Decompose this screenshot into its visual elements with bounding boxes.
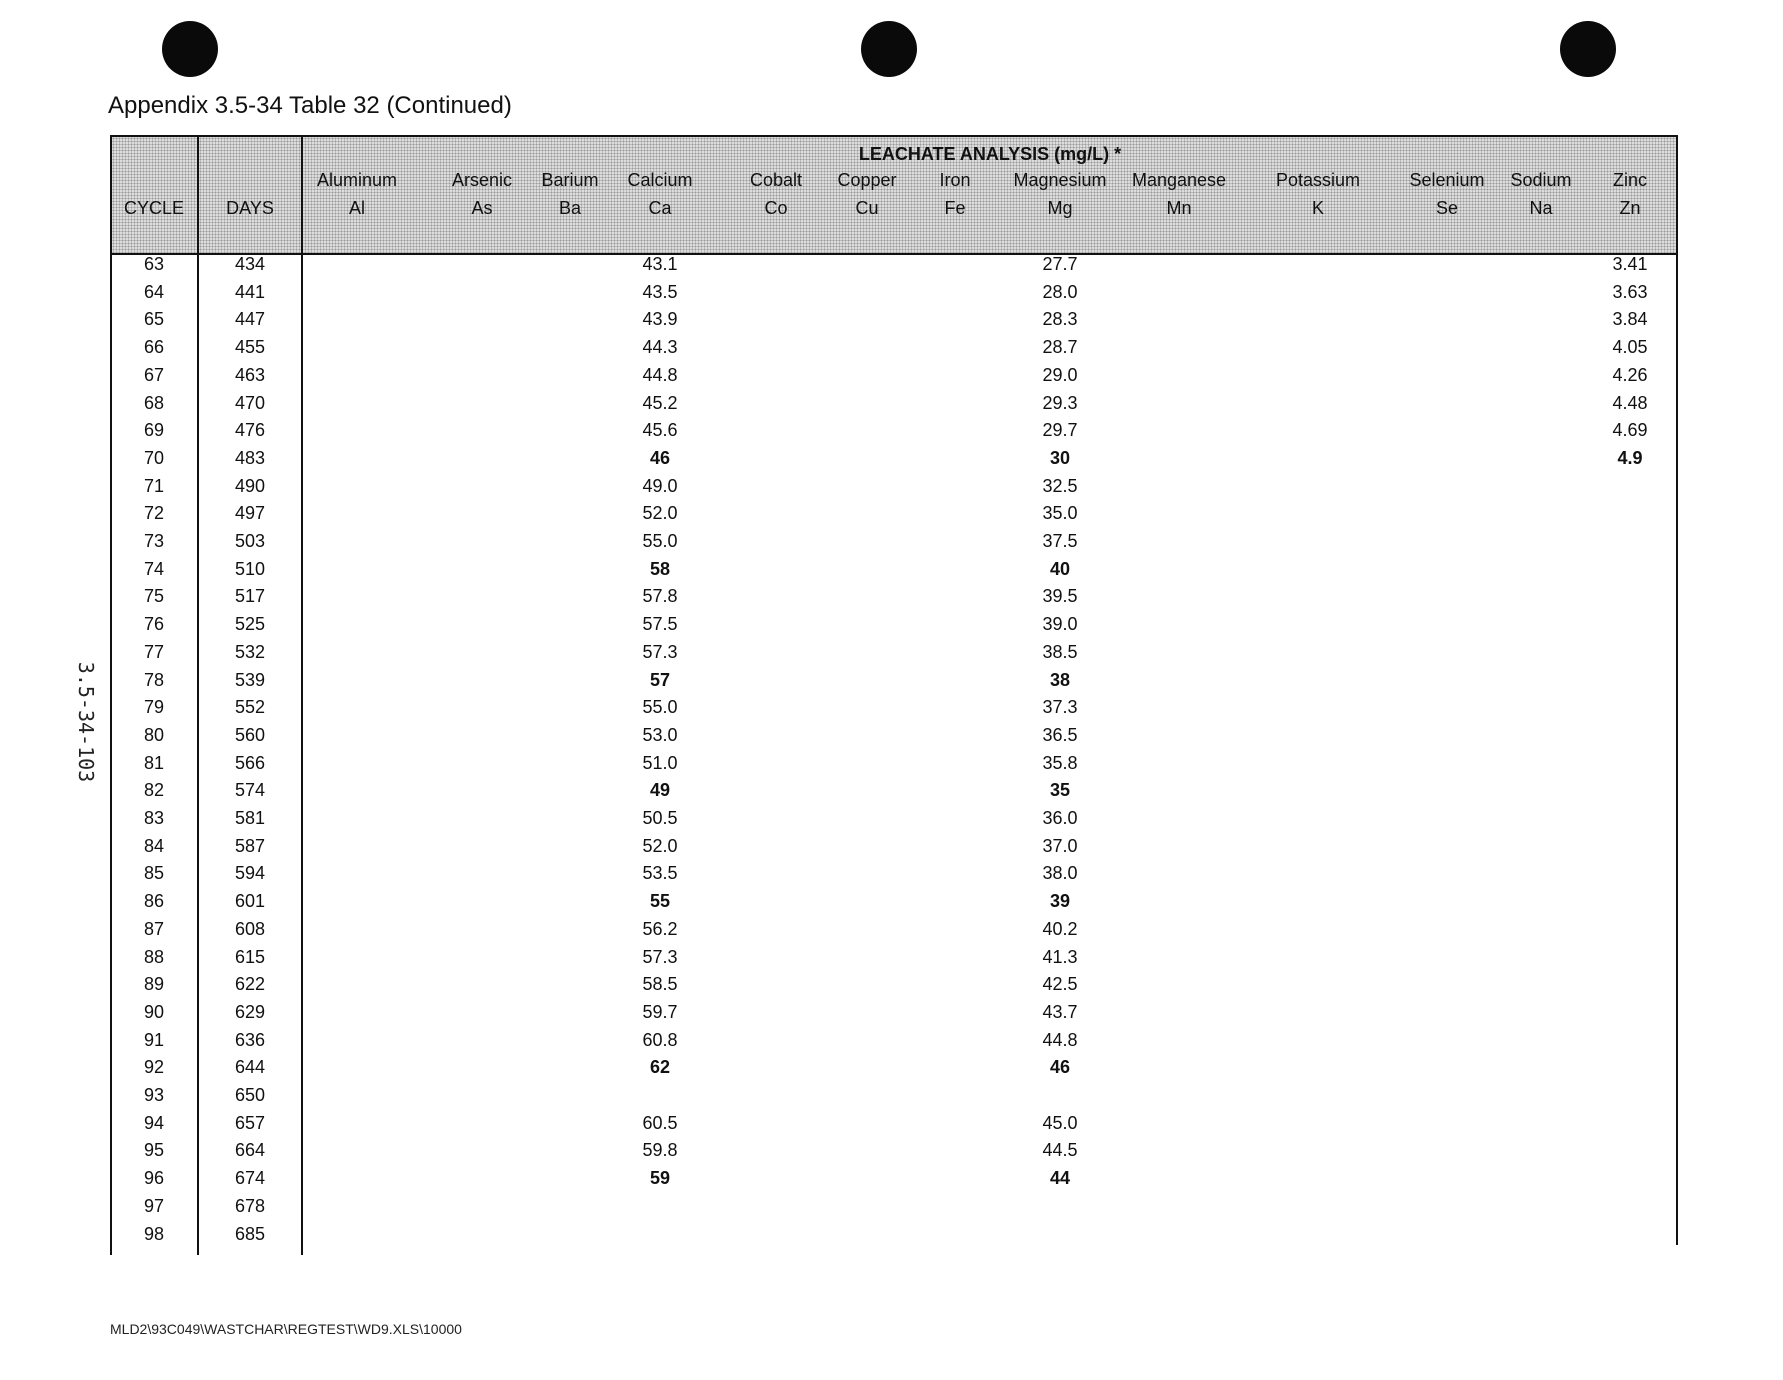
magnesium-cell: 38.0	[1042, 863, 1078, 884]
days-cell: 644	[234, 1057, 266, 1078]
days-cell: 664	[234, 1140, 266, 1161]
calcium-cell: 45.2	[642, 392, 678, 413]
analyte-name-header: Zinc	[1612, 170, 1648, 190]
analyte-name-header: Potassium	[1275, 170, 1361, 190]
cycle-cell: 69	[143, 420, 165, 441]
cycle-cell: 94	[143, 1112, 165, 1133]
magnesium-cell: 36.0	[1042, 808, 1078, 828]
analyte-symbol-header: As	[471, 198, 493, 218]
calcium-cell: 44.3	[642, 337, 678, 358]
cycle-cell: 72	[143, 503, 165, 524]
punch-hole	[162, 21, 218, 77]
column-divider	[197, 135, 199, 1255]
calcium-cell: 43.5	[642, 281, 678, 302]
days-cell: 601	[234, 891, 266, 912]
days-cell: 497	[234, 503, 266, 524]
magnesium-cell: 41.3	[1042, 946, 1078, 967]
cycle-cell: 78	[143, 669, 165, 690]
cycle-cell: 70	[143, 447, 165, 468]
magnesium-cell: 32.5	[1042, 475, 1078, 496]
days-cell: 490	[234, 475, 266, 496]
cycle-cell: 98	[143, 1223, 165, 1244]
cycle-cell: 89	[143, 974, 165, 995]
cycle-cell: 85	[143, 863, 165, 884]
analyte-name-header: Aluminum	[316, 170, 398, 190]
magnesium-cell: 44.5	[1042, 1140, 1078, 1161]
cycle-cell: 75	[143, 586, 165, 607]
table-border-left	[110, 135, 112, 1255]
magnesium-cell: 39	[1049, 891, 1071, 912]
analyte-name-header: Barium	[541, 170, 599, 190]
cycle-cell: 71	[143, 475, 165, 496]
days-cell: 636	[234, 1029, 266, 1050]
days-cell: 622	[234, 974, 266, 995]
days-cell: 455	[234, 337, 266, 358]
analyte-symbol-header: Al	[348, 198, 366, 218]
cycle-cell: 65	[143, 309, 165, 330]
analyte-name-header: Manganese	[1131, 170, 1227, 190]
calcium-cell: 58	[649, 558, 671, 579]
magnesium-cell: 39.5	[1042, 586, 1078, 607]
analyte-name-header: Copper	[837, 170, 897, 190]
magnesium-cell: 42.5	[1042, 974, 1078, 995]
zinc-cell: 3.63	[1612, 281, 1648, 302]
analyte-name-header: Selenium	[1409, 170, 1485, 190]
leachate-analysis-heading: LEACHATE ANALYSIS (mg/L) *	[858, 144, 1122, 164]
days-cell: 587	[234, 835, 266, 856]
analyte-symbol-header: Na	[1529, 198, 1553, 218]
calcium-cell: 50.5	[642, 808, 678, 828]
cycle-cell: 80	[143, 724, 165, 745]
cycle-cell: 77	[143, 641, 165, 662]
cycle-cell: 64	[143, 281, 165, 302]
cycle-cell: 92	[143, 1057, 165, 1078]
analyte-name-header: Iron	[939, 170, 971, 190]
analyte-symbol-header: Mn	[1166, 198, 1192, 218]
cycle-cell: 90	[143, 1001, 165, 1022]
days-cell: 608	[234, 918, 266, 939]
calcium-cell: 49.0	[642, 475, 678, 496]
magnesium-cell: 37.3	[1042, 697, 1078, 718]
days-cell: 552	[234, 697, 266, 718]
magnesium-cell: 45.0	[1042, 1112, 1078, 1133]
calcium-cell: 59	[649, 1168, 671, 1189]
analyte-symbol-header: Cu	[855, 198, 879, 218]
days-cell: 483	[234, 447, 266, 468]
calcium-cell: 55.0	[642, 697, 678, 718]
cycle-cell: 97	[143, 1195, 165, 1216]
days-cell: 517	[234, 586, 266, 607]
cycle-cell: 95	[143, 1140, 165, 1161]
cycle-cell: 82	[143, 780, 165, 801]
days-cell: 539	[234, 669, 266, 690]
calcium-cell: 51.0	[642, 752, 678, 773]
days-cell: 560	[234, 724, 266, 745]
analyte-name-header: Magnesium	[1013, 170, 1107, 190]
zinc-cell: 3.84	[1612, 309, 1648, 330]
table-border-right	[1676, 135, 1678, 1245]
cycle-cell: 83	[143, 808, 165, 828]
calcium-cell: 55.0	[642, 531, 678, 551]
punch-hole	[861, 21, 917, 77]
days-cell: 685	[234, 1223, 266, 1244]
calcium-cell: 59.7	[642, 1001, 678, 1022]
days-cell: 476	[234, 420, 266, 441]
analyte-symbol-header: Se	[1435, 198, 1459, 218]
analyte-symbol-header: Co	[764, 198, 788, 218]
cycle-cell: 86	[143, 891, 165, 912]
cycle-cell: 63	[143, 254, 165, 274]
calcium-cell: 59.8	[642, 1140, 678, 1161]
analyte-name-header: Arsenic	[451, 170, 513, 190]
magnesium-cell: 40.2	[1042, 918, 1078, 939]
days-cell: 629	[234, 1001, 266, 1022]
calcium-cell: 44.8	[642, 364, 678, 385]
analyte-name-header: Sodium	[1510, 170, 1572, 190]
days-cell: 510	[234, 558, 266, 579]
cycle-cell: 81	[143, 752, 165, 773]
cycle-cell: 88	[143, 946, 165, 967]
analyte-symbol-header: K	[1311, 198, 1325, 218]
cycle-cell: 84	[143, 835, 165, 856]
magnesium-cell: 40	[1049, 558, 1071, 579]
zinc-cell: 4.26	[1612, 364, 1648, 385]
calcium-cell: 57	[649, 669, 671, 690]
calcium-cell: 60.8	[642, 1029, 678, 1050]
analyte-symbol-header: Fe	[944, 198, 966, 218]
days-cell: 463	[234, 364, 266, 385]
calcium-cell: 55	[649, 891, 671, 912]
days-cell: 650	[234, 1085, 266, 1105]
analyte-symbol-header: Mg	[1047, 198, 1073, 218]
side-page-label: 3.5-34-103	[74, 661, 98, 783]
calcium-cell: 43.1	[642, 254, 678, 274]
cycle-cell: 73	[143, 531, 165, 551]
cycle-cell: 68	[143, 392, 165, 413]
calcium-cell: 57.8	[642, 586, 678, 607]
cycle-column-header: CYCLE	[123, 198, 185, 218]
magnesium-cell: 28.7	[1042, 337, 1078, 358]
magnesium-cell: 27.7	[1042, 254, 1078, 274]
file-path-footer: MLD2\93C049\WASTCHAR\REGTEST\WD9.XLS\10000	[110, 1321, 462, 1337]
days-cell: 525	[234, 614, 266, 635]
magnesium-cell: 30	[1049, 447, 1071, 468]
zinc-cell: 4.9	[1617, 447, 1643, 468]
calcium-cell: 57.3	[642, 641, 678, 662]
days-cell: 532	[234, 641, 266, 662]
magnesium-cell: 36.5	[1042, 724, 1078, 745]
days-column-header: DAYS	[226, 198, 274, 218]
magnesium-cell: 38	[1049, 669, 1071, 690]
magnesium-cell: 38.5	[1042, 641, 1078, 662]
days-cell: 678	[234, 1195, 266, 1216]
days-cell: 674	[234, 1168, 266, 1189]
calcium-cell: 57.5	[642, 614, 678, 635]
magnesium-cell: 28.0	[1042, 281, 1078, 302]
calcium-cell: 52.0	[642, 835, 678, 856]
magnesium-cell: 29.3	[1042, 392, 1078, 413]
cycle-cell: 96	[143, 1168, 165, 1189]
magnesium-cell: 35	[1049, 780, 1071, 801]
cycle-cell: 66	[143, 337, 165, 358]
analyte-name-header: Calcium	[627, 170, 693, 190]
calcium-cell: 43.9	[642, 309, 678, 330]
cycle-cell: 91	[143, 1029, 165, 1050]
magnesium-cell: 44.8	[1042, 1029, 1078, 1050]
magnesium-cell: 46	[1049, 1057, 1071, 1078]
calcium-cell: 62	[649, 1057, 671, 1078]
zinc-cell: 3.41	[1612, 254, 1648, 274]
magnesium-cell: 35.0	[1042, 503, 1078, 524]
cycle-cell: 93	[143, 1085, 165, 1105]
calcium-cell: 60.5	[642, 1112, 678, 1133]
days-cell: 447	[234, 309, 266, 330]
calcium-cell: 46	[649, 447, 671, 468]
page-title: Appendix 3.5-34 Table 32 (Continued)	[108, 92, 512, 119]
magnesium-cell: 29.0	[1042, 364, 1078, 385]
calcium-cell: 58.5	[642, 974, 678, 995]
cycle-cell: 79	[143, 697, 165, 718]
days-cell: 470	[234, 392, 266, 413]
analyte-symbol-header: Ba	[558, 198, 582, 218]
calcium-cell: 49	[649, 780, 671, 801]
cycle-cell: 76	[143, 614, 165, 635]
calcium-cell: 56.2	[642, 918, 678, 939]
calcium-cell: 53.0	[642, 724, 678, 745]
days-cell: 615	[234, 946, 266, 967]
days-cell: 434	[234, 254, 266, 274]
analyte-symbol-header: Zn	[1619, 198, 1641, 218]
cycle-cell: 87	[143, 918, 165, 939]
days-cell: 574	[234, 780, 266, 801]
magnesium-cell: 29.7	[1042, 420, 1078, 441]
days-cell: 594	[234, 863, 266, 884]
calcium-cell: 57.3	[642, 946, 678, 967]
analyte-symbol-header: Ca	[648, 198, 672, 218]
magnesium-cell: 43.7	[1042, 1001, 1078, 1022]
punch-hole	[1560, 21, 1616, 77]
days-cell: 566	[234, 752, 266, 773]
calcium-cell: 53.5	[642, 863, 678, 884]
magnesium-cell: 37.0	[1042, 835, 1078, 856]
magnesium-cell: 39.0	[1042, 614, 1078, 635]
zinc-cell: 4.48	[1612, 392, 1648, 413]
magnesium-cell: 37.5	[1042, 531, 1078, 551]
calcium-cell: 45.6	[642, 420, 678, 441]
zinc-cell: 4.69	[1612, 420, 1648, 441]
magnesium-cell: 28.3	[1042, 309, 1078, 330]
days-cell: 581	[234, 808, 266, 828]
days-cell: 441	[234, 281, 266, 302]
analyte-name-header: Cobalt	[749, 170, 803, 190]
days-cell: 657	[234, 1112, 266, 1133]
cycle-cell: 74	[143, 558, 165, 579]
magnesium-cell: 35.8	[1042, 752, 1078, 773]
magnesium-cell: 44	[1049, 1168, 1071, 1189]
zinc-cell: 4.05	[1612, 337, 1648, 358]
days-cell: 503	[234, 531, 266, 551]
column-divider	[301, 135, 303, 1255]
calcium-cell: 52.0	[642, 503, 678, 524]
cycle-cell: 67	[143, 364, 165, 385]
